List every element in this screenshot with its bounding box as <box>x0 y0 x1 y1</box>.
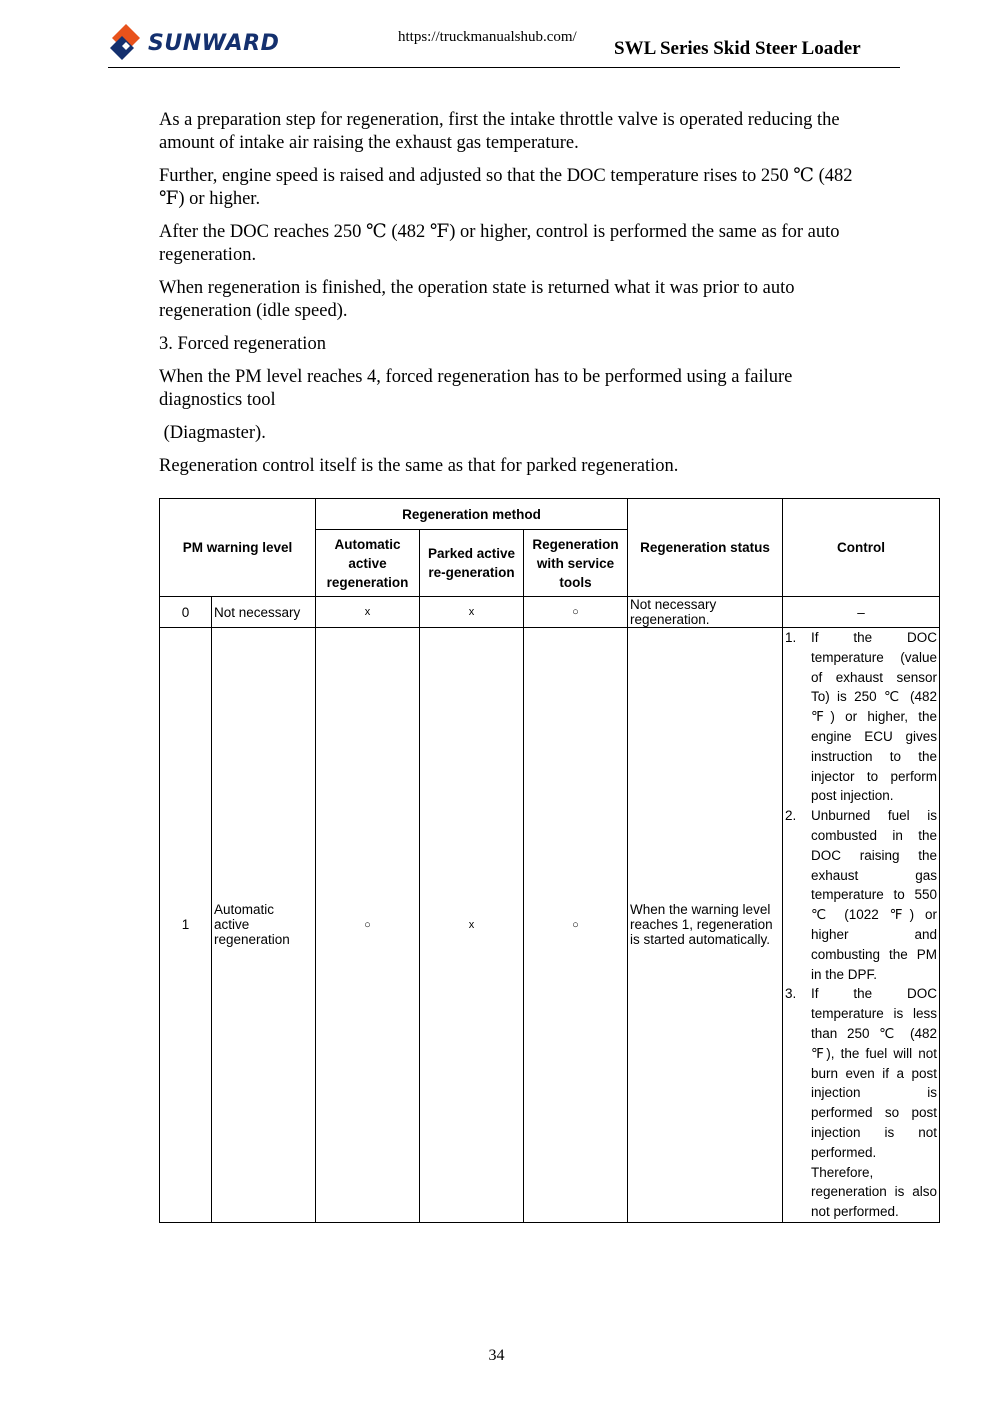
header-regeneration-status: Regeneration status <box>628 499 783 597</box>
sunward-logo <box>108 22 278 64</box>
header-parked-active: Parked active re-generation <box>420 530 524 597</box>
document-title: SWL Series Skid Steer Loader <box>614 38 861 59</box>
regeneration-table <box>159 498 940 1223</box>
paragraph: As a preparation step for regeneration, first the intake throttle valve is operated reducing the amount of intake air raising the exhaust gas temperature. <box>159 110 840 153</box>
cell-level-name: Automatic active regeneration <box>212 628 316 1223</box>
cell-parked: x <box>420 628 524 1223</box>
paragraph: (Diagmaster). <box>159 423 266 443</box>
control-step <box>785 628 937 806</box>
header-control: Control <box>783 499 940 597</box>
cell-service: ○ <box>524 597 628 628</box>
cell-automatic: ○ <box>316 628 420 1223</box>
cell-service: ○ <box>524 628 628 1223</box>
step-text: If the DOC temperature is less than 250 ℃ (482 ℉), the fuel will not burn even if a post injection is performed so post injection is not performed. Therefore, regeneration is also not performed. <box>811 986 937 1220</box>
table-row <box>160 628 940 1223</box>
sunward-logo-icon <box>108 22 148 64</box>
control-step <box>785 806 937 984</box>
cell-control: – <box>783 597 940 628</box>
header-service-tools: Regeneration with service tools <box>524 530 628 597</box>
cell-control-steps <box>783 628 940 1223</box>
paragraph: When regeneration is finished, the operation state is returned what it was prior to auto regeneration (idle speed). <box>159 278 795 321</box>
cell-automatic: x <box>316 597 420 628</box>
header-automatic-active: Automatic active regeneration <box>316 530 420 597</box>
table-row <box>160 597 940 628</box>
control-steps-list <box>785 628 937 1222</box>
page-number: 34 <box>488 1347 505 1364</box>
page-header <box>0 0 993 70</box>
header-pm-warning-level: PM warning level <box>160 499 316 597</box>
cell-status: Not necessary regeneration. <box>628 597 783 628</box>
cell-level-name: Not necessary <box>212 597 316 628</box>
cell-level: 0 <box>160 597 212 628</box>
header-regeneration-method: Regeneration method <box>316 499 628 530</box>
paragraph: Further, engine speed is raised and adjusted so that the DOC temperature rises to 250 ℃ (482 ℉) or higher. <box>159 166 853 209</box>
step-number: 2. <box>785 808 797 824</box>
cell-status: When the warning level reaches 1, regeneration is started automatically. <box>628 628 783 1223</box>
step-number: 1. <box>785 630 797 645</box>
cell-parked: x <box>420 597 524 628</box>
source-url[interactable]: https://truckmanualshub.com/ <box>398 29 577 45</box>
paragraph: After the DOC reaches 250 ℃ (482 ℉) or higher, control is performed the same as for auto regeneration. <box>159 222 840 265</box>
step-text: If the DOC temperature (value of exhaust sensor To) is 250 ℃ (482 ℉) or higher, the engine ECU gives instruction to the injector to perform post injection. <box>811 630 937 804</box>
control-step <box>785 984 937 1222</box>
paragraph: Regeneration control itself is the same as that for parked regeneration. <box>159 456 679 476</box>
step-number: 3. <box>785 986 797 1002</box>
logo-wordmark: SUNWARD <box>148 31 280 56</box>
body-text <box>159 109 879 488</box>
cell-level: 1 <box>160 628 212 1223</box>
section-heading: 3. Forced regeneration <box>159 334 326 354</box>
header-divider <box>108 67 900 68</box>
step-text: Unburned fuel is combusted in the DOC raising the exhaust gas temperature to 550 ℃ (1022 ℉) or higher and combusting the PM in the DPF. <box>811 808 937 982</box>
paragraph: When the PM level reaches 4, forced regeneration has to be performed using a failure diagnostics tool <box>159 367 793 410</box>
